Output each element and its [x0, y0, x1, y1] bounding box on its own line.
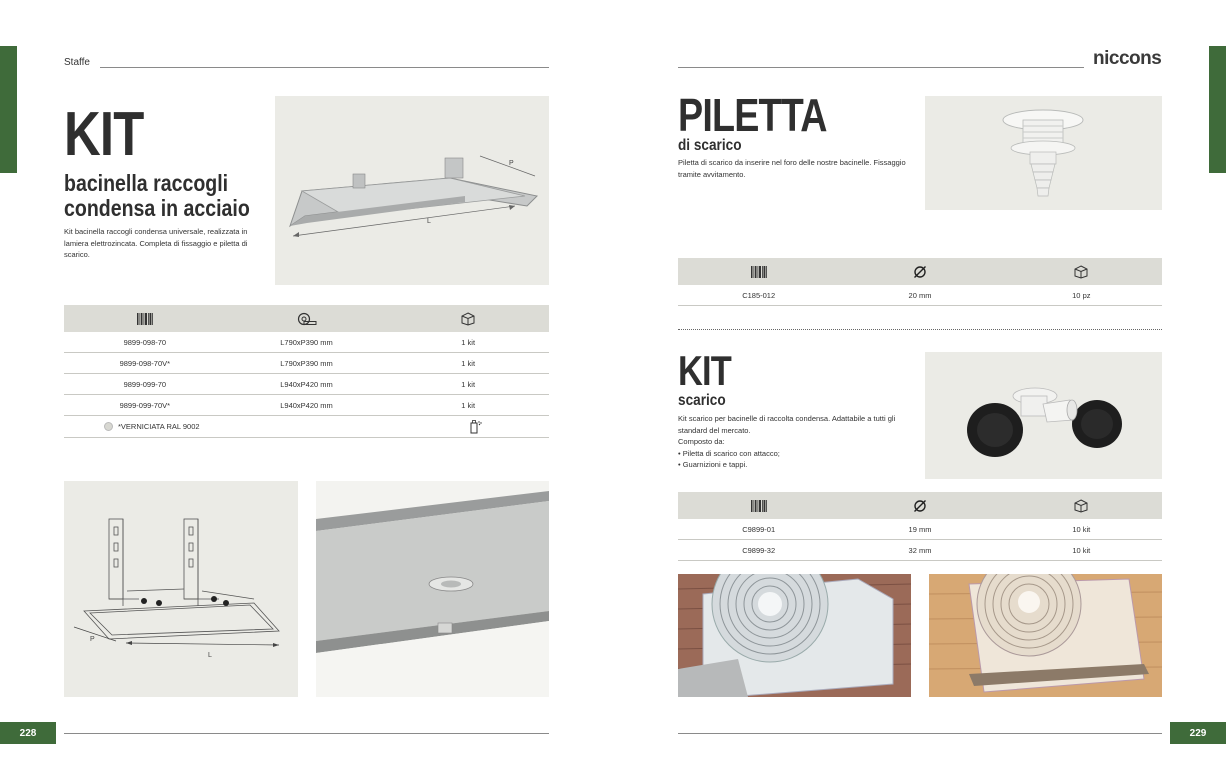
bracket-label-l: L	[208, 652, 212, 659]
list-item: • Piletta di scarico con attacco;	[678, 448, 780, 458]
qty-cell: 10 kit	[1072, 524, 1091, 534]
table-row	[678, 540, 1162, 561]
piletta-description-line-2: tramite avvitamento.	[678, 169, 746, 179]
kit-scarico-table-header	[678, 492, 1162, 519]
right-edge-tab	[1209, 46, 1226, 173]
right-page-number: 229	[1170, 722, 1226, 744]
kit-scarico-title: KIT	[678, 347, 732, 394]
measuring-tape-icon	[226, 305, 388, 332]
left-page-number: 228	[0, 722, 56, 744]
paint-spray-icon	[401, 420, 549, 434]
kit-scarico-subtitle: scarico	[678, 392, 726, 409]
barcode-icon	[678, 258, 839, 285]
left-title: KIT	[64, 100, 144, 169]
brand-logo-text: niccons	[1093, 48, 1162, 69]
barcode-icon	[678, 492, 839, 519]
kit-scarico-description-line-2: standard del mercato.	[678, 425, 751, 435]
code-cell: 9899-099-70V*	[119, 400, 171, 410]
qty-cell: 10 kit	[1072, 545, 1091, 555]
qty-cell: 1 kit	[461, 337, 476, 347]
piletta-description-line-1: Piletta di scarico da inserire nel foro delle nostre bacinelle. Fissaggio	[678, 158, 906, 167]
qty-cell: 1 kit	[461, 358, 476, 368]
header-rule-right	[678, 67, 1084, 68]
table-row	[678, 285, 1162, 306]
code-cell: 9899-098-70	[123, 337, 167, 347]
size-cell: L940xP420 mm	[280, 379, 333, 389]
tray-label-l: L	[427, 218, 431, 225]
table-row	[64, 353, 549, 374]
piletta-table	[678, 258, 1162, 306]
tray-closeup-image	[316, 481, 549, 697]
ac-unit-photo-2	[929, 574, 1162, 697]
left-description-line-1: Kit bacinella raccogli condensa universale, realizzata in	[64, 227, 248, 236]
barcode-icon	[64, 305, 226, 332]
left-subtitle-2: condensa in acciaio	[64, 195, 250, 221]
diameter-cell: 32 mm	[908, 545, 932, 555]
table-row	[64, 332, 549, 353]
box-icon	[1001, 492, 1162, 519]
piletta-product-image	[925, 96, 1162, 210]
left-description-line-2: lamiera elettrozincata. Completa di fissaggio e piletta di scarico.	[64, 238, 248, 259]
section-divider	[678, 329, 1162, 330]
diameter-cell: 20 mm	[908, 290, 932, 300]
kit-scarico-product-image	[925, 352, 1162, 479]
diameter-cell: 19 mm	[908, 524, 932, 534]
table-row	[64, 395, 549, 416]
kit-scarico-description	[678, 413, 918, 471]
table-row	[64, 374, 549, 395]
piletta-table-header	[678, 258, 1162, 285]
tray-product-image	[275, 96, 549, 285]
list-item: • Guarnizioni e tappi.	[678, 460, 748, 469]
box-icon	[387, 305, 549, 332]
bracket-label-p: P	[90, 636, 95, 643]
piletta-title: PILETTA	[678, 89, 827, 141]
table-row	[678, 519, 1162, 540]
diameter-icon	[839, 492, 1000, 519]
left-description	[64, 226, 264, 261]
left-subtitle-1: bacinella raccogli	[64, 170, 229, 196]
left-table-header	[64, 305, 549, 332]
bracket-diagram-image	[64, 481, 298, 697]
footer-rule-right	[678, 733, 1162, 734]
code-cell: C185-012	[742, 290, 776, 300]
ral-color-swatch	[104, 422, 113, 431]
note-text: *VERNICIATA RAL 9002	[118, 422, 200, 431]
size-cell: L790xP390 mm	[280, 358, 333, 368]
piletta-subtitle: di scarico	[678, 137, 742, 154]
ac-unit-photo-1	[678, 574, 911, 697]
left-product-table	[64, 305, 549, 438]
piletta-description	[678, 157, 918, 180]
qty-cell: 1 kit	[461, 379, 476, 389]
qty-cell: 10 pz	[1072, 290, 1091, 300]
code-cell: 9899-098-70V*	[119, 358, 171, 368]
kit-scarico-table	[678, 492, 1162, 561]
diameter-icon	[839, 258, 1000, 285]
table-note-row	[64, 416, 549, 438]
header-rule-left	[100, 67, 549, 68]
footer-rule-left	[64, 733, 549, 734]
qty-cell: 1 kit	[461, 400, 476, 410]
composed-label: Composto da:	[678, 437, 725, 446]
tray-label-p: P	[509, 160, 514, 167]
left-edge-tab	[0, 46, 17, 173]
size-cell: L940xP420 mm	[280, 400, 333, 410]
code-cell: 9899-099-70	[123, 379, 167, 389]
kit-scarico-description-line-1: Kit scarico per bacinelle di raccolta condensa. Adattabile a tutti gli	[678, 414, 896, 423]
brand-logo	[1093, 48, 1161, 70]
code-cell: C9899-01	[742, 524, 776, 534]
size-cell: L790xP390 mm	[280, 337, 333, 347]
box-icon	[1001, 258, 1162, 285]
section-label: Staffe	[64, 57, 90, 68]
note-cell	[64, 422, 252, 431]
code-cell: C9899-32	[742, 545, 776, 555]
